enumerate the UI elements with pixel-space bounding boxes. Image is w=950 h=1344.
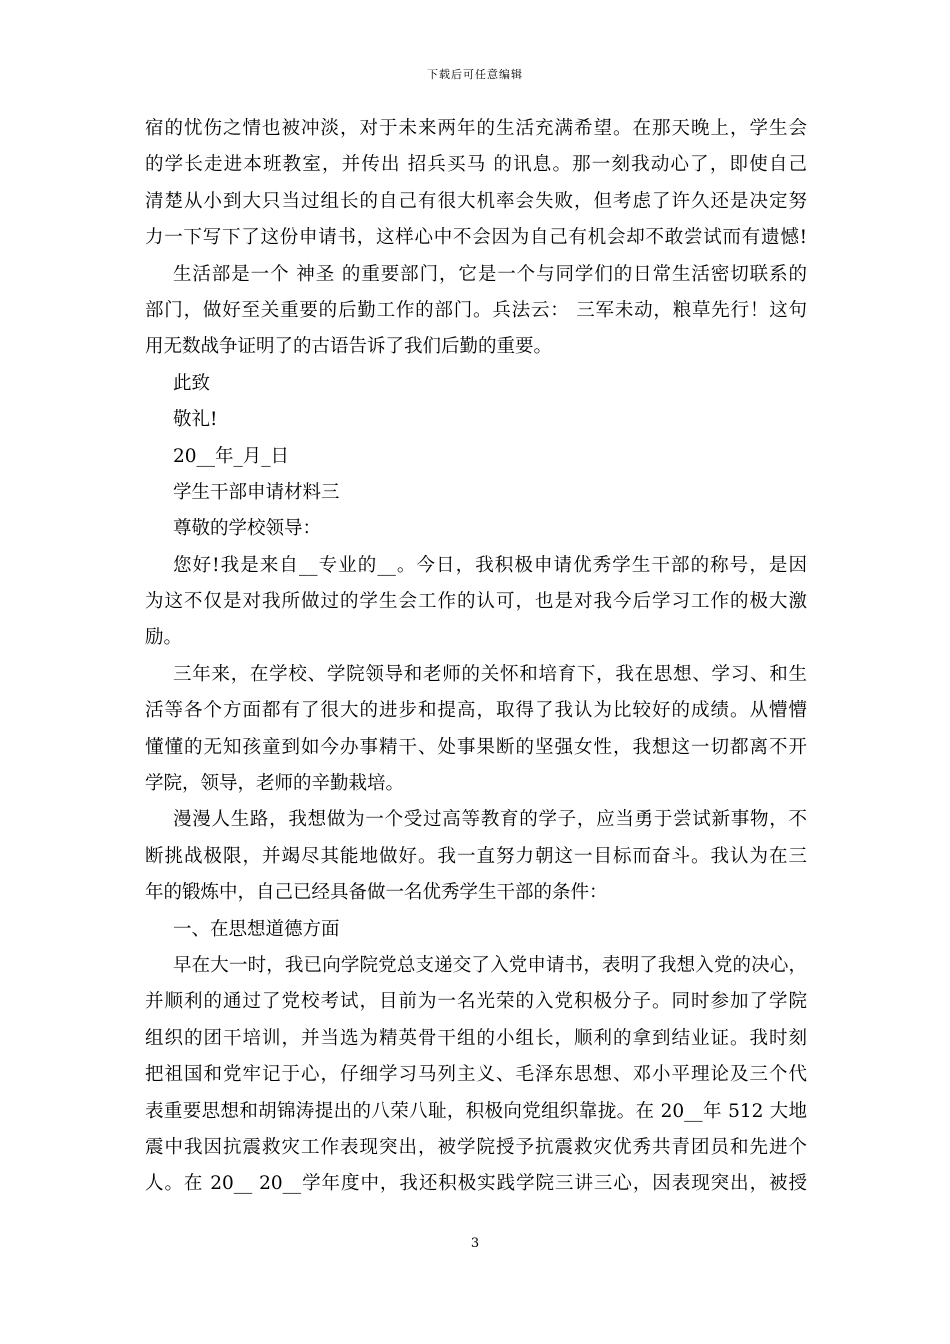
text-line: 震中我因抗震救灾工作表现突出，被学院授予抗震救灾优秀共青团员和先进个 bbox=[145, 1136, 807, 1158]
text-line: 20__年_月_日 bbox=[173, 445, 290, 467]
text-line: 一、在思想道德方面 bbox=[173, 918, 340, 940]
text-line: 早在大一时，我已向学院党总支递交了入党申请书，表明了我想入党的决心， bbox=[173, 954, 807, 976]
text-line: 尊敬的学校领导： bbox=[173, 518, 322, 540]
text-line: 为这不仅是对我所做过的学生会工作的认可，也是对我今后学习工作的极大激 bbox=[145, 591, 807, 613]
text-line: 用无数战争证明了的古语告诉了我们后勤的重要。 bbox=[145, 336, 553, 358]
text-line: 此致 bbox=[173, 372, 211, 394]
text-line: 把祖国和党牢记于心，仔细学习马列主义、毛泽东思想、邓小平理论及三个代 bbox=[145, 1064, 807, 1086]
text-line: 清楚从小到大只当过组长的自己有很大机率会失败，但考虑了许久还是决定努 bbox=[145, 190, 807, 212]
text-line: 力一下写下了这份申请书，这样心中不会因为自己有机会却不敢尝试而有遗憾! bbox=[145, 227, 807, 249]
text-line: 懂懂的无知孩童到如今办事精干、处事果断的坚强女性，我想这一切都离不开 bbox=[145, 736, 807, 758]
text-line: 表重要思想和胡锦涛提出的八荣八耻，积极向党组织靠拢。在 20__年 512 大地 bbox=[145, 1100, 807, 1122]
text-line: 人。在 20__ 20__学年度中，我还积极实践学院三讲三心，因表现突出，被授 bbox=[145, 1173, 807, 1195]
text-line: 部门，做好至关重要的后勤工作的部门。兵法云： 三军未动，粮草先行！这句 bbox=[145, 299, 807, 321]
text-line: 宿的忧伤之情也被冲淡，对于未来两年的生活充满希望。在那天晚上，学生会 bbox=[145, 118, 807, 139]
text-line: 组织的团干培训，并当选为精英骨干组的小组长，顺利的拿到结业证。我时刻 bbox=[145, 1027, 807, 1049]
text-line: 您好!我是来自__专业的__。今日，我积极申请优秀学生干部的称号，是因 bbox=[173, 554, 807, 576]
text-line: 励。 bbox=[145, 627, 183, 649]
text-line: 的学长走进本班教室，并传出 招兵买马 的讯息。那一刻我动心了，即使自己 bbox=[145, 154, 807, 176]
text-line: 活等各个方面都有了很大的进步和提高，取得了我认为比较好的成绩。从懵懵 bbox=[145, 700, 807, 722]
text-line: 并顺利的通过了党校考试，目前为一名光荣的入党积极分子。同时参加了学院 bbox=[145, 991, 807, 1013]
page-number: 3 bbox=[470, 1236, 480, 1251]
text-line: 断挑战极限，并竭尽其能地做好。我一直努力朝这一目标而奋斗。我认为在三 bbox=[145, 845, 807, 867]
text-line: 三年来，在学校、学院领导和老师的关怀和培育下，我在思想、学习、和生 bbox=[173, 663, 807, 685]
text-line: 学院，领导，老师的辛勤栽培。 bbox=[145, 773, 405, 795]
text-line: 漫漫人生路，我想做为一个受过高等教育的学子，应当勇于尝试新事物，不 bbox=[173, 809, 807, 831]
document-body bbox=[145, 111, 807, 1203]
text-line: 敬礼! bbox=[173, 409, 218, 431]
text-line: 学生干部申请材料三 bbox=[173, 481, 340, 503]
text-line: 年的锻炼中，自己已经具备做一名优秀学生干部的条件： bbox=[145, 882, 608, 904]
page-header: 下载后可任意编辑 bbox=[427, 68, 523, 81]
text-line: 生活部是一个 神圣 的重要部门，它是一个与同学们的日常生活密切联系的 bbox=[173, 263, 807, 285]
